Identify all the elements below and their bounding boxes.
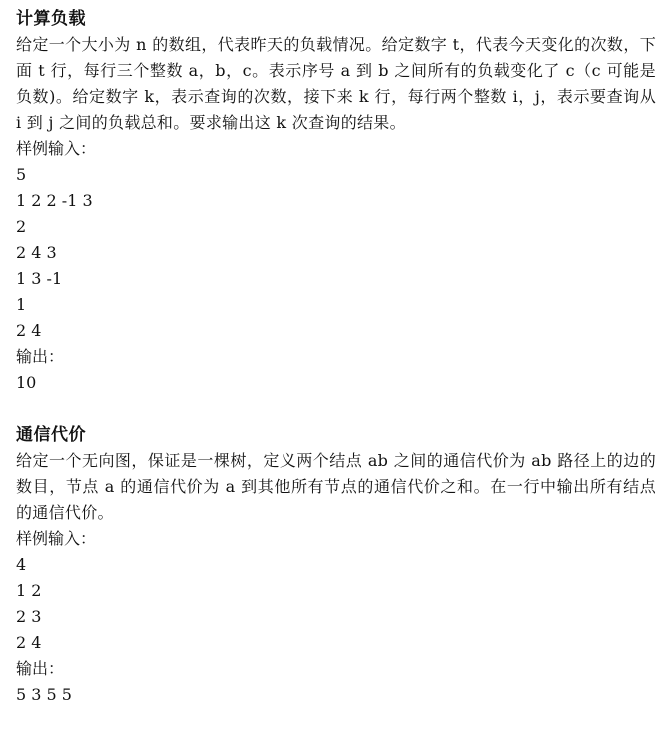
problem-section-communication <box>16 422 656 708</box>
sample-input-line: 1 <box>16 295 27 314</box>
document-page <box>16 6 656 708</box>
sample-input-label: 样例输入： <box>16 529 97 548</box>
problem-title: 通信代价 <box>16 425 86 445</box>
sample-input-line: 5 <box>16 165 27 184</box>
sample-output-label: 输出： <box>16 659 65 678</box>
sample-output-line: 5 3 5 5 <box>16 685 72 704</box>
problem-title: 计算负载 <box>16 9 86 29</box>
sample-input-line: 1 2 2 -1 3 <box>16 191 93 210</box>
problem-description: 给定一个无向图，保证是一棵树，定义两个结点 ab 之间的通信代价为 ab 路径上的边的数目，节点 a 的通信代价为 a 到其他所有节点的通信代价之和。在一行中输出所有结点的通信代价。 <box>16 451 656 522</box>
problem-description: 给定一个大小为 n 的数组，代表昨天的负载情况。给定数字 t，代表今天变化的次数，下面 t 行，每行三个整数 a，b，c。表示序号 a 到 b 之间所有的负载变化了 c（c 可能是负数)。给定数字 k，表示查询的次数，接下来 k 行，每行两个整数 i，j，表示要查询从 i 到 j 之间的负载总和。要求输出这 k 次查询的结果。 <box>16 35 656 132</box>
sample-input-line: 4 <box>16 555 27 574</box>
sample-input-line: 2 4 3 <box>16 243 57 262</box>
sample-input-line: 1 2 <box>16 581 42 600</box>
sample-input-line: 2 3 <box>16 607 42 626</box>
problem-section-load <box>16 6 656 396</box>
sample-output-line: 10 <box>16 373 37 392</box>
sample-input-line: 2 4 <box>16 633 42 652</box>
sample-output-label: 输出： <box>16 347 65 366</box>
sample-input-line: 1 3 -1 <box>16 269 63 288</box>
sample-input-line: 2 4 <box>16 321 42 340</box>
sample-input-line: 2 <box>16 217 27 236</box>
sample-input-label: 样例输入： <box>16 139 97 158</box>
